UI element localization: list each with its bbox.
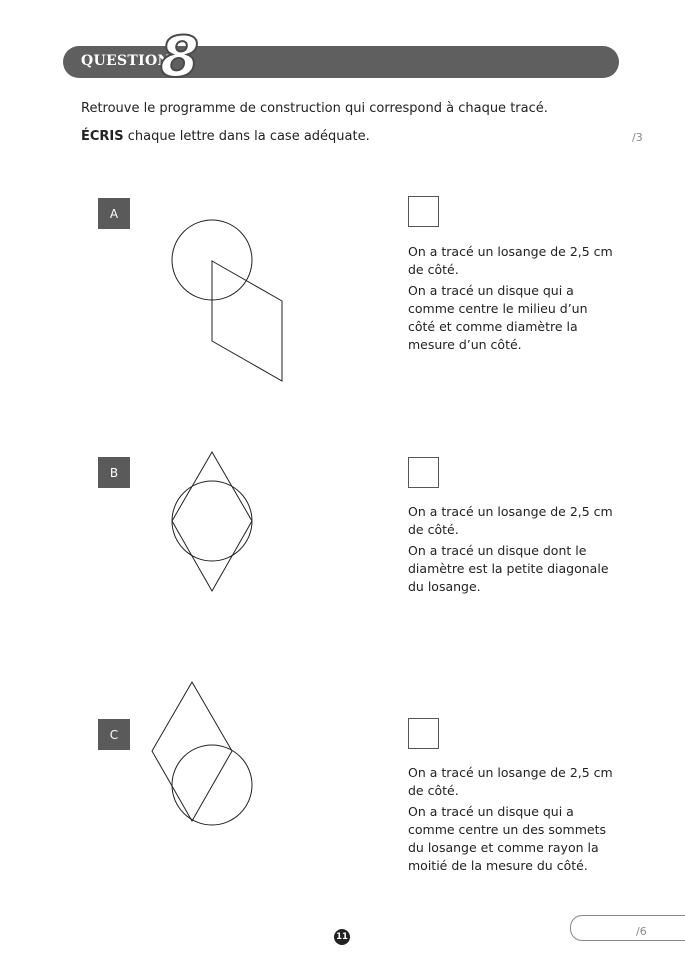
program-3-line-1: On a tracé un losange de 2,5 cm de côté.: [408, 765, 613, 798]
program-3-line-2: On a tracé un disque qui a comme centre un des sommets du losange et comme rayon la moitié de la mesure du côté.: [408, 804, 606, 873]
figure-c: [140, 675, 300, 835]
instruction-line-1: Retrouve le programme de construction qui correspond à chaque tracé.: [81, 101, 548, 116]
figure-b-circle: [172, 481, 252, 561]
answer-box-1[interactable]: [408, 196, 439, 227]
score-total: /6: [636, 925, 647, 938]
program-1-line-2: On a tracé un disque qui a comme centre le milieu d’un côté et comme diamètre la mesure d’un côté.: [408, 283, 588, 352]
score-tab: [570, 915, 685, 941]
answer-box-2[interactable]: [408, 457, 439, 488]
score-top: /3: [632, 131, 643, 144]
figure-label-c: C: [98, 719, 130, 750]
question-number: 8: [160, 25, 199, 90]
question-label: QUESTION: [81, 53, 171, 69]
instruction-verb: ÉCRIS: [81, 129, 124, 144]
page-number: 11: [334, 929, 350, 945]
figure-label-a: A: [98, 198, 130, 229]
program-2-line-1: On a tracé un losange de 2,5 cm de côté.: [408, 504, 613, 537]
figure-b: [140, 445, 300, 605]
program-3: [408, 764, 618, 878]
answer-box-3[interactable]: [408, 718, 439, 749]
program-1: [408, 243, 618, 357]
program-2-line-2: On a tracé un disque dont le diamètre est la petite diagonale du losange.: [408, 543, 609, 594]
program-1-line-1: On a tracé un losange de 2,5 cm de côté.: [408, 244, 613, 277]
figure-label-b: B: [98, 457, 130, 488]
instruction-line-2: [81, 129, 370, 144]
program-2: [408, 503, 618, 599]
figure-c-rhombus: [152, 682, 232, 821]
figure-b-rhombus: [172, 452, 252, 591]
instruction-rest: chaque lettre dans la case adéquate.: [123, 129, 370, 144]
figure-a: [140, 210, 300, 390]
